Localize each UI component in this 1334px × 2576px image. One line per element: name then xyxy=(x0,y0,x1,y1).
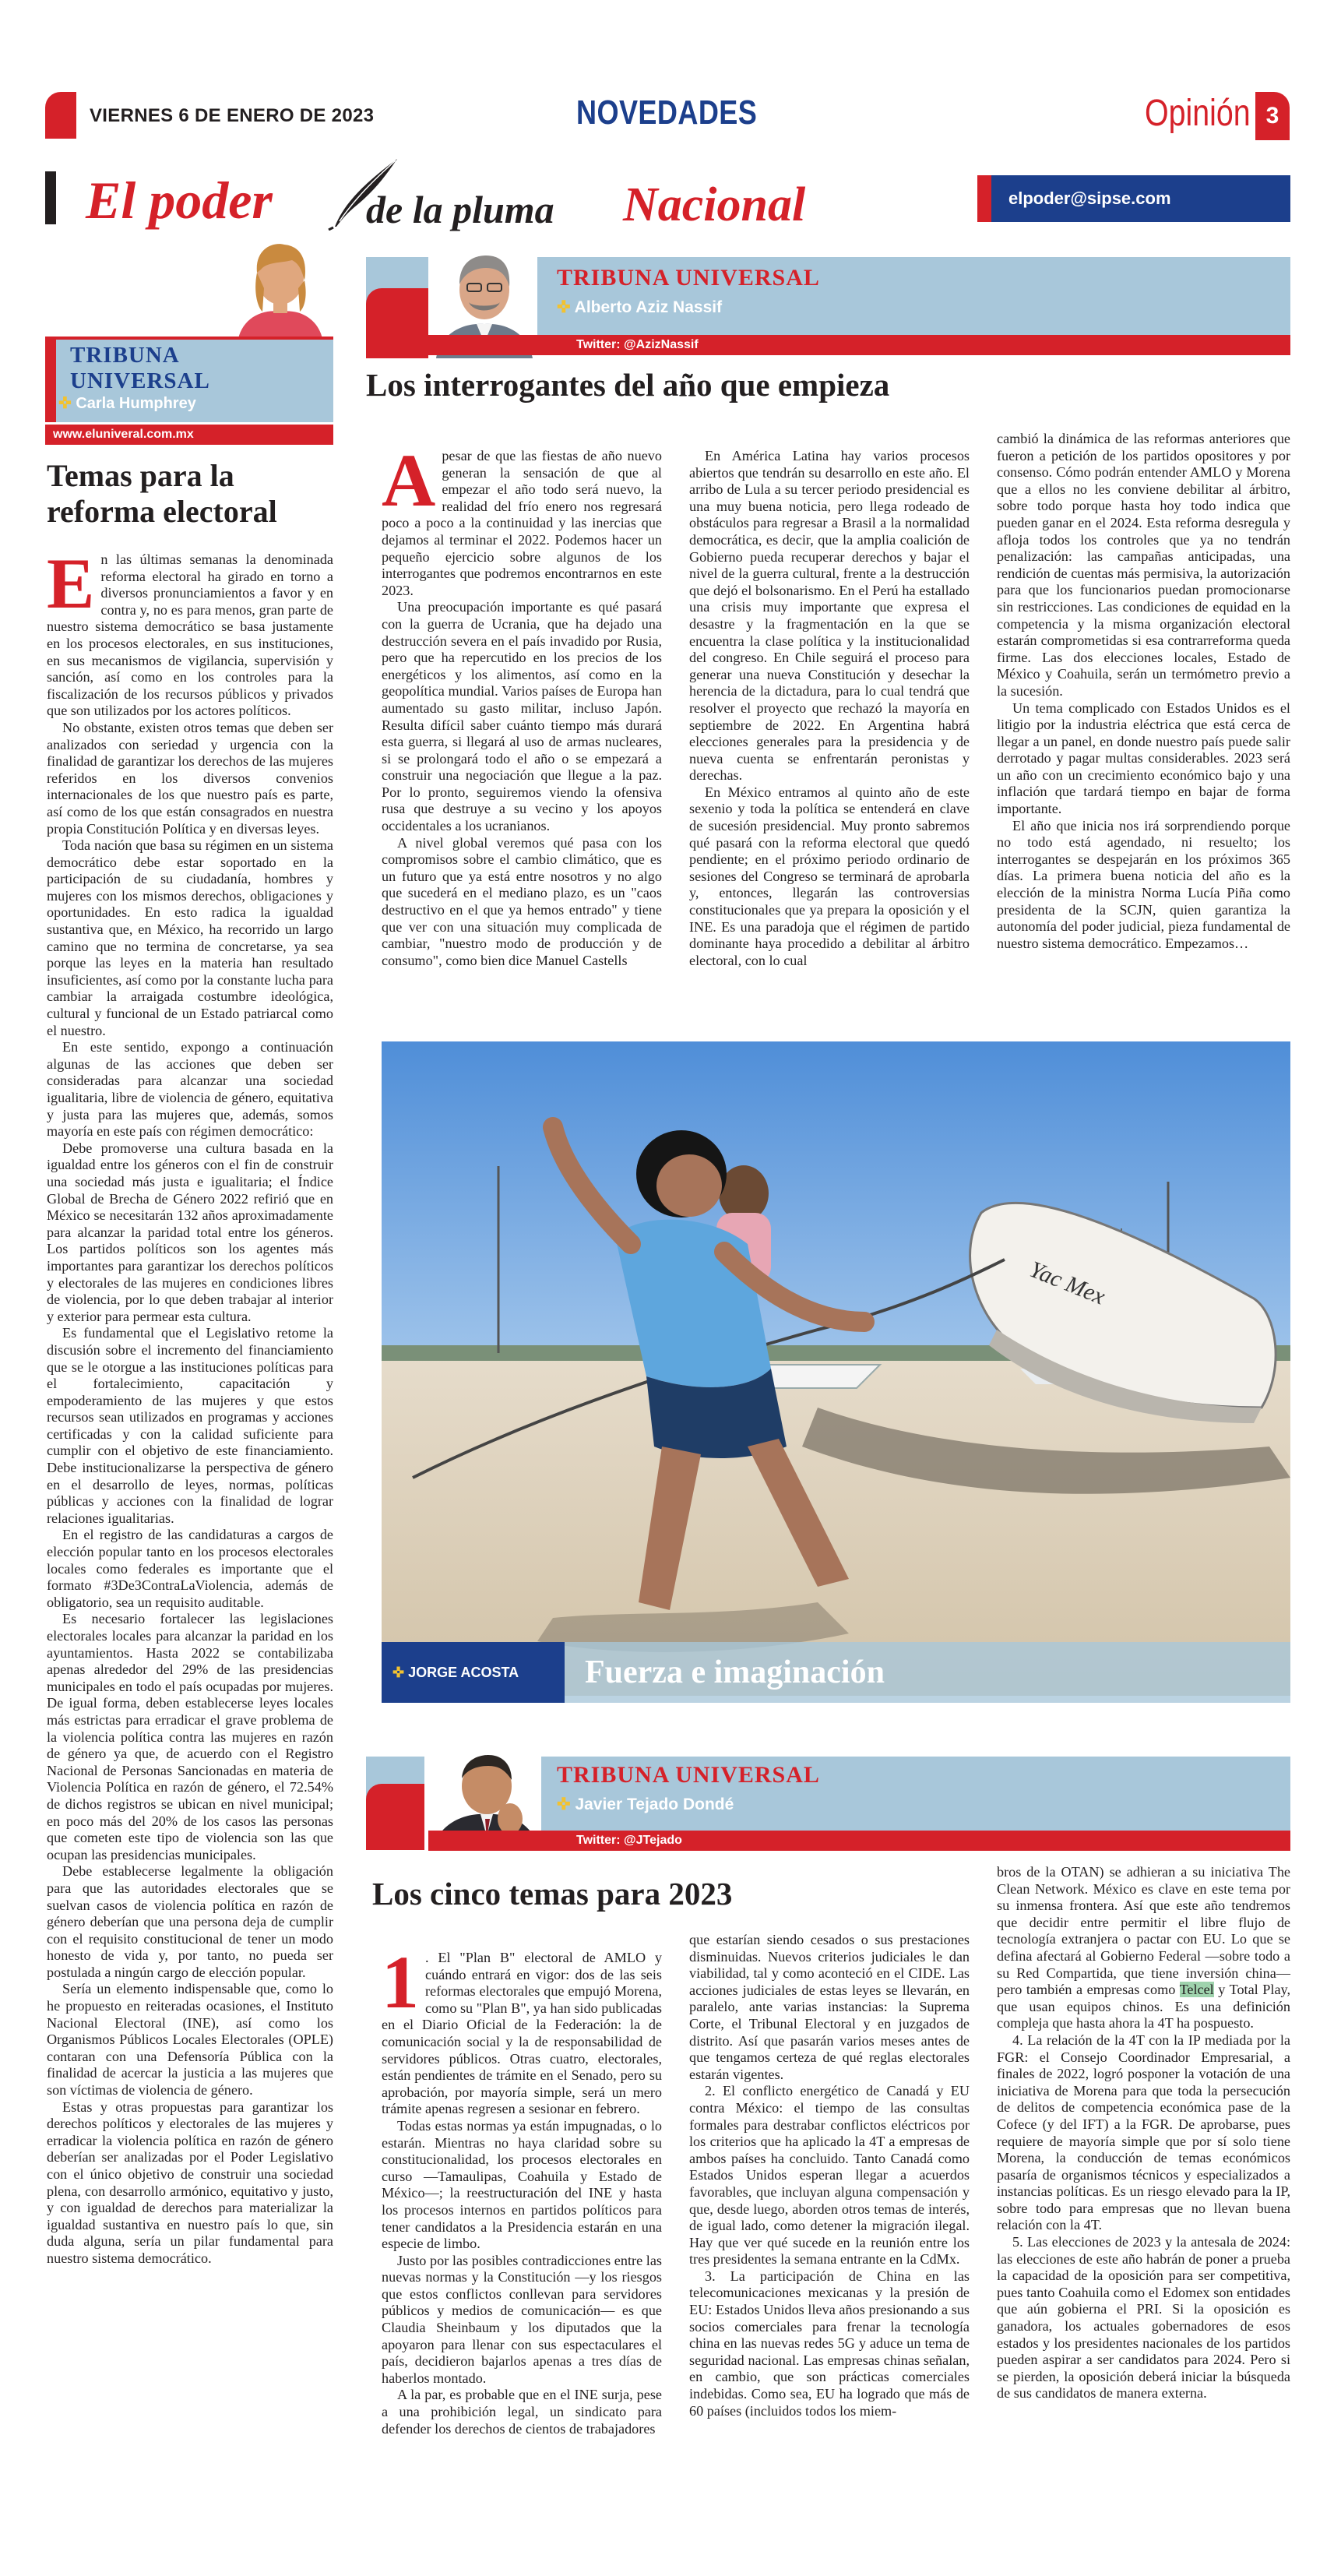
left-headline: Temas para la reforma electoral xyxy=(47,458,277,529)
bottom-paragraph: que estarían siendo cesados o sus prestaciones disminuidas. Nuevos criterios judiciales le dan viabilidad, tal y como aconteció en el CIDE. Las acciones judiciales de estas leyes se llevarán, en paralelo, ante varias instancias: la Suprema Corte, el Tribunal Electoral y en juzgados de distrito. Así que pasarán varios meses antes de que tengamos certeza de qué reglas electorales estarán vigentes. xyxy=(689,1932,970,2082)
left-paragraph: No obstante, existen otros temas que deben ser analizados con seriedad y urgencia con la finalidad de garantizar los derechos de las mujeres referidos en los diversos convenios internacionales de los que nuestro país es parte, así como de los que están consagrados en nuestra propia Constitución Política y en diversas leyes. xyxy=(47,719,333,837)
left-website[interactable]: www.eluniveral.com.mx xyxy=(45,425,333,445)
star-icon: ✜ xyxy=(58,395,76,412)
top-paragraph: Apesar de que las fiestas de año nuevo generan la sensación de que al empezar el año todo será nuevo, la realidad del frío enero nos regresará poco a poco a la continuidad y las inercias que dejamos al terminar el 2022. Podemos hacer un pequeño ejercicio sobre algunos de los interrogantes que podremos encontrarnos en este 2023. xyxy=(382,439,662,598)
photo-credit: ✜ JORGE ACOSTA xyxy=(382,1642,565,1703)
bottom-column-name: TRIBUNA UNIVERSAL xyxy=(557,1762,820,1788)
top-paragraph: A nivel global veremos qué pasa con los compromisos sobre el cambio climático, que es un futuro que ya está entre nosotros y no algo que sucederá en el mediano plazo, es un "caos destructivo en el que ya hemos entrado" y tiene que ver con una situación muy complicada de cambiar, "nuestro modo de producción y de consumo", como bien dice Manuel Castells xyxy=(382,834,662,968)
section-title: Opinión xyxy=(1145,93,1251,134)
masthead-de-la-pluma: de la pluma xyxy=(366,188,554,231)
left-paragraph: En el registro de las candidaturas a cargos de elección popular tanto en los procesos electorales locales como federales es importante que el formato #3De3ContraLaViolencia, además de obligatorio, sea un requisito auditable. xyxy=(47,1527,333,1610)
star-icon: ✜ xyxy=(557,298,575,316)
boat-lettering: Yac Mex xyxy=(1026,1256,1109,1310)
top-paragraph: cambió la dinámica de las reformas anteriores que fueron a petición de los partidos opositores y por consenso. Cómo podrán entender AMLO y Morena que a ellos no les conviene debilitar al árbitro, sobre todo porque hasta hoy todo indica que pueden ganar en el 2024. Esta reforma desregula y afloja todos los controles que ya no tendrán penalización: las campañas anticipadas, una rendición de cuentas más permisiva, la autorización para que los funcionarios puedan promocionarse sin restricciones. Las condiciones de equidad en la competencia y la misma organización electoral estarán comprometidas si esa contrarreforma queda firme. Las dos elecciones locales, Estado de México y Coahuila, serán un termómetro previo a la sucesión. xyxy=(997,431,1290,699)
bottom-article-col-1 xyxy=(382,1940,662,2437)
masthead-nacional: Nacional xyxy=(623,178,806,231)
bottom-paragraph: 3. La participación de China en las telecomunicaciones mexicanas y la presión de EU: Estados Unidos lleva años presionando a sus socios comerciales para frenar la tecnología china en las nuevas redes 5G y aduce un tema de seguridad nacional. Las empresas chinas señalan, en cambio, que son prácticas comerciales indebidas. Como sea, EU ha logrado que más de 60 países (incluidos todos los miem- xyxy=(689,2268,970,2419)
bottom-article-col-2 xyxy=(689,1932,970,2419)
top-column-tab xyxy=(366,288,428,358)
star-icon: ✜ xyxy=(557,1795,575,1813)
top-author-twitter[interactable]: Twitter: @AzizNassif xyxy=(428,335,1290,355)
star-icon: ✜ xyxy=(392,1665,409,1680)
bottom-article-col-3 xyxy=(997,1864,1290,2402)
bottom-author-name: ✜ Javier Tejado Dondé xyxy=(557,1795,734,1813)
top-headline: Los interrogantes del año que empieza xyxy=(366,367,890,403)
left-card-accent xyxy=(45,337,56,422)
bottom-paragraph: Todas estas normas ya están impugnadas, o lo estarán. Mientras no haya claridad sobre su constitucionalidad, los procesos electorales en curso —Tamaulipas, Coahuila y Estado de México—; la reestructuración del INE y hasta los procesos internos en partidos políticos para tener candidatos a la Presidencia estarán en una especie de limbo. xyxy=(382,2117,662,2252)
top-author-name: ✜ Alberto Aziz Nassif xyxy=(557,298,723,316)
left-column-name: TRIBUNA UNIVERSAL xyxy=(70,343,210,393)
top-article-col-2 xyxy=(689,448,970,969)
left-paragraph: En las últimas semanas la denominada reforma electoral ha girado en torno a diversos pronunciamientos a favor y en contra y, no es para menos, gran parte de nuestro sistema democrático se basa justamente en los procesos electorales, en sus instituciones, en sus mecanismos de vigilancia, supervisión y sanción, así como en los controles para la fiscalización de los recursos públicos y privados que son utilizados por los actores políticos. xyxy=(47,544,333,719)
dropcap: 1 xyxy=(382,1940,419,2024)
left-article-body xyxy=(47,544,333,2268)
left-paragraph: Debe establecerse legalmente la obligación para que las autoridades electorales que se suelvan casos de violencia política en razón de género deberían que una persona deja de cumplir con el requisito constitucional de tener un modo honesto de vida y, por tanto, no pueda ser postulada a ningún cargo de elección popular. xyxy=(47,1863,333,1980)
bottom-paragraph: Justo por las posibles contradicciones entre las nuevas normas y la Constitución —y los riesgos que estos conflictos conllevan para servidores públicos y medios de comunicación— es que Claudia Sheinbaum y los diputados que la apoyaron para llenar con sus espectaculares el país, decidieron bajarlos apenas a tres días de haberlos montado. xyxy=(382,2252,662,2386)
masthead-el-poder: El poder xyxy=(86,171,273,230)
contact-email[interactable]: elpoder@sipse.com xyxy=(977,175,1290,222)
page-number: 3 xyxy=(1255,92,1290,140)
dropcap: A xyxy=(382,439,436,522)
header-red-tab xyxy=(45,92,76,139)
left-paragraph: Es necesario fortalecer las legislaciones electorales locales para alcanzar la paridad en los ayuntamientos. Hasta 2022 se contabilizaba apenas alrededor del 29% de las presidencias municipales en todo el país ocupadas por mujeres. De igual forma, deben establecerse leyes locales más estrictas para erradicar el grave problema de la violencia política contra las mujeres en razón de género ya que, de acuerdo con el Registro Nacional de Personas Sancionadas en materia de Violencia Política en razón de género, el 72.54% de dichos registros se ubican en nivel municipal; en poco más del 20% de los casos las personas que cometen este tipo de violencia son las que ocupan las presidencias municipales. xyxy=(47,1611,333,1862)
left-paragraph: Es fundamental que el Legislativo retome la discusión sobre el incremento del financiamiento que se le otorgue a las instituciones políticas para el fortalecimiento, capacitación y empoderamiento de las mujeres y que estos recursos sean utilizados en programas y acciones certificadas y con la calidad suficiente para cumplir con el objetivo de este financiamiento. Debe institucionalizarse la perspectiva de género en el desarrollo de leyes, normas, políticas públicas y acciones con la finalidad de lograr relaciones igualitarias. xyxy=(47,1325,333,1526)
bottom-paragraph: A la par, es probable que en el INE surja, pese a una prohibición legal, un sindicato para defender los derechos de cientos de trabajadores xyxy=(382,2387,662,2437)
feature-photo xyxy=(382,1041,1290,1696)
left-paragraph: Sería un elemento indispensable que, como lo he propuesto en reiteradas ocasiones, el Instituto Nacional Electoral (INE), así como los Organismos Públicos Locales Electorales (OPLE) contaran con una Defensoría Pública con la finalidad de acercar la justicia a las mujeres que son víctimas de violencia de género. xyxy=(47,1981,333,2099)
left-paragraph: En este sentido, expongo a continuación algunas de las acciones que deben ser consideradas para alcanzar una sociedad igualitaria, libre de violencia de género, equitativa y justa para las mujeres que, además, somos mayoría en este país con régimen democrático: xyxy=(47,1039,333,1140)
dropcap: E xyxy=(47,544,95,623)
highlighted-word: Telcel xyxy=(1179,1982,1214,1998)
top-paragraph: Una preocupación importante es qué pasará con la guerra de Ucrania, que ha dejado una destrucción severa en el país invadido por Rusia, pero que ha repercutido en los precios de los energéticos y los alimentos, así como en la geopolítica mundial. Varios países de Europa han aumentado su gasto militar, incluso Japón. Resulta difícil saber cuánto tiempo más durará esta guerra, si llegará al uso de armas nucleares, si se prolongará todo el año o se empezará a construir una negociación que llegue a la paz. Por lo pronto, seguiremos viendo la ofensiva rusa que destruye a su vecino y los apoyos occidentales a los ucranianos. xyxy=(382,599,662,834)
top-paragraph: En América Latina hay varios procesos abiertos que tendrán su desarrollo en este año. El arribo de Lula a su tercer periodo presidencial es una muy buena noticia, pero llega rodeado de obstáculos para regresar a Brasil a la normalidad democrática, es decir, que la amplia coalición de Gobierno pueda recuperar derechos y bajar el nivel de la guerra cultural, frente a la destrucción que dejó el bolsonarismo. En el Perú ha estallado una crisis muy importante que expresa el desastre y la fragmentación en la que se encuentra la clase política y la institucionalidad del congreso. En Chile seguirá el proceso para generar una nueva Constitución y desechar la herencia de la dictadura, para lo cual tendrá que resolver el proyecto que rechazó la mayoría en septiembre de 2022. En Argentina habrá elecciones generales para la presidencia y de nueva cuenta se enfrentarán peronistas y derechas. xyxy=(689,448,970,784)
top-article-col-3 xyxy=(997,431,1290,952)
top-paragraph: En México entramos al quinto año de este sexenio y toda la política se entenderá en clave de sucesión presidencial. Muy pronto sabremos qué pasará con la reforma electoral que quedó pendiente; en el próximo periodo ordinario de sesiones del Congreso se terminará de aprobarla y, entonces, llegarán las controversias constitucionales que ya prepara la oposición y el INE. Es una paradoja que el régimen de partido dominante haya procedido a debilitar al árbitro electoral, con lo cual xyxy=(689,784,970,968)
left-paragraph: Estas y otras propuestas para garantizar los derechos políticos y electorales de las mujeres y erradicar la violencia política en razón de género deberían ser analizadas por el Poder Legislativo con el único objetivo de construir una sociedad plena, con desarrollo armónico, equitativo y justo, y con igualdad de derechos para materializar la igualdad sustantiva en nuestro país lo que, sin duda alguna, sería un pilar fundamental para nuestro sistema democrático. xyxy=(47,2099,333,2266)
bottom-author-twitter[interactable]: Twitter: @JTejado xyxy=(428,1831,1290,1851)
top-article-col-1 xyxy=(382,439,662,969)
author-photo-carla xyxy=(230,234,331,343)
masthead-bar xyxy=(45,171,56,224)
top-paragraph: Un tema complicado con Estados Unidos es el litigio por la industria eléctrica que está cerca de llegar a un panel, en donde nuestro país puede salir derrotado y pagar multas considerables. 2023 será un año con un crecimiento económico bajo y una inflación que tardará tiempo en bajar de forma importante. xyxy=(997,700,1290,817)
left-author-name: ✜ Carla Humphrey xyxy=(58,395,196,412)
left-paragraph: Toda nación que basa su régimen en un sistema democrático debe estar soportado en la participación de su ciudadanía, hombres y mujeres con los mismos derechos, obligaciones y oportunidades. En esto radica la igualdad sustantiva que, en México, ha recorrido un largo camino que no termina de concretarse, ya sea porque las leyes en la materia han resultado insuficientes, así como por la constante lucha para cambiar la arraigada costumbre ideológica, cultural y funcional de un Estado patriarcal como el nuestro. xyxy=(47,837,333,1038)
bottom-paragraph: 2. El conflicto energético de Canadá y EU contra México: el tiempo de las consultas formales para destrabar conflictos eléctricos por los criterios que ha aplicado la 4T a empresas de ambos países ha concluido. Tanto Canadá como Estados Unidos esperan llegar a acuerdos favorables, que incluyan alguna compensación y que, desde luego, aborden otros temas de interés, de igual lado, como detener la migración ilegal. Hay que ver qué sucede en la reunión entre los tres presidentes la semana entrante en la CdMx. xyxy=(689,2083,970,2268)
photo-caption-title: Fuerza e imaginación xyxy=(565,1642,1290,1703)
bottom-headline: Los cinco temas para 2023 xyxy=(372,1876,733,1912)
bottom-paragraph: 5. Las elecciones de 2023 y la antesala de 2024: las elecciones de este año habrán de poner a prueba la capacidad de la oposición para ser competitiva, pues tanto Coahuila como el Edomex son entidades que aún gobierna el PRI. Si la oposición es ganadora, los actuales gobernadores de esos estados y los presidentes nacionales de los partidos pueden aspirar a ser candidatos para 2024. Pero si se pierden, la oposición deberá iniciar la búsqueda de sus candidatos de manera externa. xyxy=(997,2234,1290,2402)
bottom-paragraph: 4. La relación de la 4T con la IP mediada por la FGR: el Consejo Coordinador Empresarial, a finales de 2022, logró posponer la votación de una iniciativa de Morena para que toda la persecución de delitos de competencia económica pase de la Cofece (y del IFT) a la FGR. De aprobarse, pues requiere de mayoría simple que por sí solo tiene Morena, la conducción de temas económicos pasaría de organismos técnicos y especializados a instancias políticas. Es un riesgo elevado para la IP, sobre todo para empresas que no llevan buena relación con la 4T. xyxy=(997,2032,1290,2233)
bottom-paragraph: bros de la OTAN) se adhieran a su iniciativa The Clean Network. México es clave en este tema por su inmensa frontera. Así que este año tendremos que decidir entre permitir el libre flujo de tecnología extranjera o pactar con EU. Lo que se defina afectará al Gobierno Federal —sobre todo a su Red Compartida, que tiene inversión china— pero también a empresas como Telcel y Total Play, que usan equipos chinos. Es una definición compleja que hasta ahora la 4T ha pospuesto. xyxy=(997,1864,1291,2032)
left-paragraph: Debe promoverse una cultura basada en la igualdad entre los géneros con el fin de construir una sociedad más justa e igualitaria; el Índice Global de Brecha de Género 2022 refirió que en México se necesitarán 132 años aproximadamente para alcanzar la paridad total entre los géneros. Los partidos políticos son los agentes más importantes para garantizar los derechos políticos y electorales de las mujeres en condiciones libres de violencia, por lo que deben trabajar al interior y exterior para permear esta cultura. xyxy=(47,1140,333,1324)
top-paragraph: El año que inicia nos irá sorprendiendo porque no todo está agendado, ni resuelto; los interrogantes se despejarán en los próximos 365 días. La primera buena noticia del año es la elección de la ministra Norma Lucía Piña como presidenta de la SCJN, quien garantiza la autonomía del poder judicial, pieza fundamental de nuestro sistema democrático. Empezamos… xyxy=(997,817,1290,951)
newspaper-brand: NOVEDADES xyxy=(576,93,758,132)
top-column-name: TRIBUNA UNIVERSAL xyxy=(557,265,820,291)
bottom-column-tab xyxy=(366,1784,428,1850)
bottom-paragraph: 1 . El "Plan B" electoral de AMLO y cuándo entrará en vigor: dos de las seis reformas electorales que empujó Morena, como su "Plan B", ya han sido publicadas en el Diario Oficial de la Federación: la de comunicación social y la de responsabilidad de servidores públicos. Otras cuatro, electorales, están pendientes de trámite en el Senado, pero su aprobación, por mayoría simple, será un mero trámite apenas regresen a sesionar en febrero. xyxy=(382,1940,662,2117)
issue-date: VIERNES 6 DE ENERO DE 2023 xyxy=(90,105,375,126)
